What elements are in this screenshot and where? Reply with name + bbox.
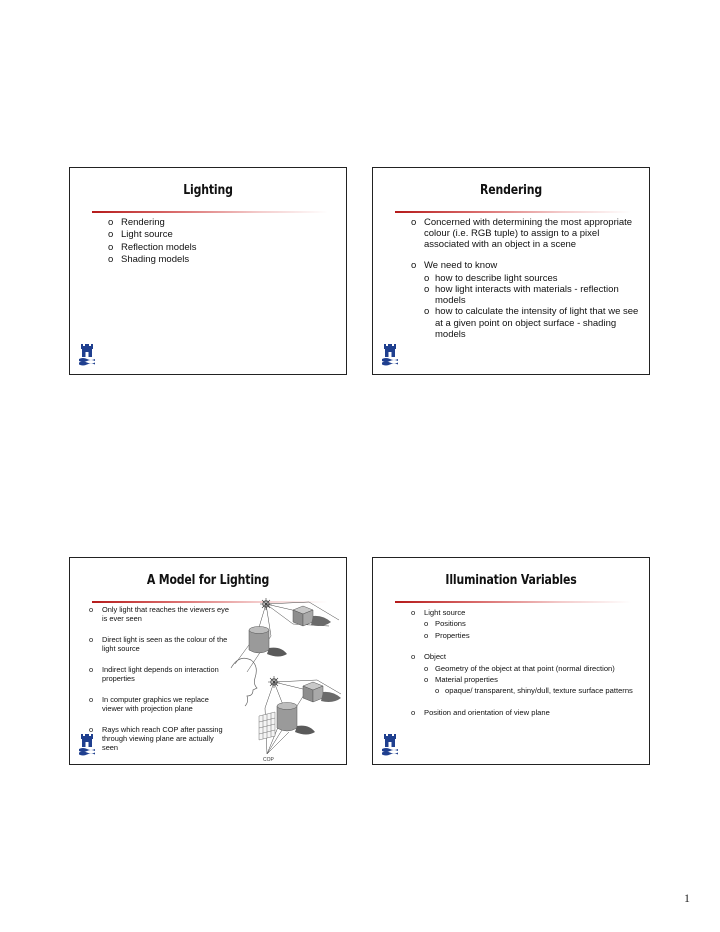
sub-bullet-item: o how to calculate the intensity of light that we see at a given point on object surface - shading models (424, 306, 639, 340)
viewer-head-icon (231, 658, 257, 706)
bullet-list (108, 217, 197, 267)
cylinder-top (249, 627, 287, 657)
sub-bullet-item: o Properties (424, 630, 641, 642)
slide-title: Rendering (479, 183, 543, 198)
bullet-item: o Shading models (108, 254, 197, 266)
title-rule (92, 211, 328, 213)
slide-rendering (372, 167, 650, 375)
bullet-item: o Rendering (108, 217, 197, 229)
projection-plane-grid (259, 712, 275, 740)
bullet-item: o Reflection models (108, 242, 197, 254)
title-rule (395, 601, 631, 603)
bullet-text: We need to know (424, 259, 498, 271)
bullet-item: o Position and orientation of view plane (411, 707, 641, 718)
bullet-item: o Only light that reaches the viewers eye is ever seen (89, 605, 231, 623)
university-logo-icon (78, 342, 96, 366)
bullet-text: Light source (424, 608, 466, 617)
bullet-item: o In computer graphics we replace viewer with projection plane (89, 695, 231, 713)
slide-title: A Model for Lighting (146, 573, 270, 588)
page-number: 1 (684, 891, 690, 905)
bullet-item: o Rays which reach COP after passing through viewing plane are actually seen (89, 725, 231, 753)
bullet-item: o Direct light is seen as the colour of the light source (89, 635, 231, 653)
university-logo-icon (78, 732, 96, 756)
sub-sub-bullet-list (435, 686, 641, 695)
sub-bullet-list (424, 663, 641, 696)
bullet-item: o Indirect light depends on interaction properties (89, 665, 252, 683)
title-rule (395, 211, 631, 213)
sub-bullet-item: o how to describe light sources (424, 273, 639, 284)
bullet-text: Object (424, 652, 446, 662)
sub-bullet-list (424, 618, 641, 641)
sub-bullet-item: o how light interacts with materials - reflection models (424, 284, 639, 306)
bullet-item (411, 260, 639, 340)
slide-model-for-lighting (69, 557, 347, 765)
bullet-list (411, 607, 641, 719)
cylinder-bottom (277, 703, 315, 735)
slide-lighting (69, 167, 347, 375)
sub-sub-bullet-item: o opaque/ transparent, shiny/dull, texture surface patterns (435, 686, 641, 695)
bullet-item (411, 607, 641, 641)
cop-label: COP (263, 757, 274, 763)
slide-illumination-variables (372, 557, 650, 765)
cube-top (293, 606, 331, 626)
bullet-item: o Light source (108, 229, 197, 241)
sub-bullet-text: Material properties (435, 675, 498, 685)
university-logo-icon (381, 732, 399, 756)
bullet-text: Concerned with determining the most appropriate colour (i.e. RGB tuple) to assign to a pixel associated with an object in a scene (424, 217, 633, 251)
bullet-list (89, 605, 231, 764)
sub-bullet-item: o Positions (424, 618, 641, 630)
sub-bullet-item: o Geometry of the object at that point (normal direction) (424, 663, 641, 675)
university-logo-icon (381, 342, 399, 366)
slide-title: Illumination Variables (445, 573, 577, 588)
sub-bullet-item (424, 674, 641, 695)
sub-bullet-list (424, 273, 639, 340)
cube-bottom (303, 682, 341, 702)
bullet-list (411, 217, 639, 340)
lighting-model-illustration (229, 594, 347, 764)
slide-title: Lighting (183, 183, 233, 198)
bullet-item (411, 217, 639, 251)
bullet-item (411, 651, 641, 695)
